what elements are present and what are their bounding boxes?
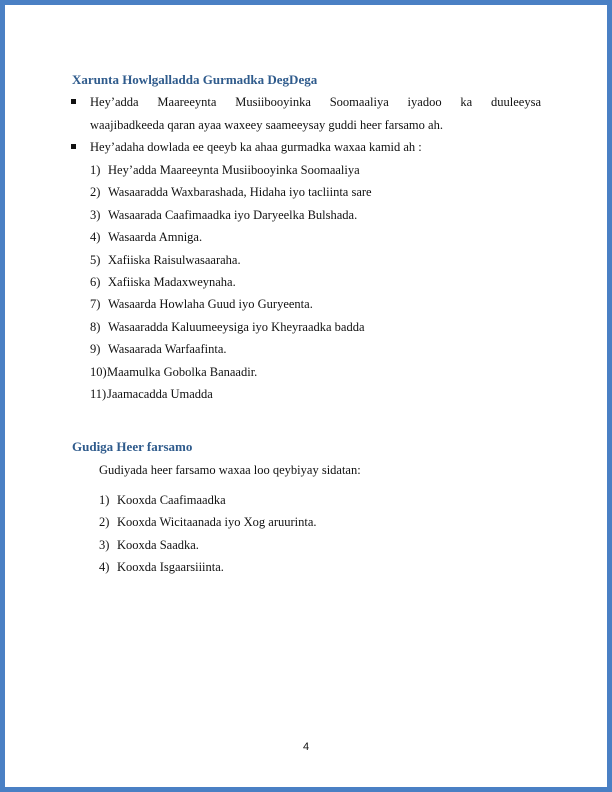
list-text: Wasaaradda Kaluumeeysiga iyo Kheyraadka badda <box>108 320 365 334</box>
list-number: 10) <box>90 365 107 379</box>
list-number: 8) <box>90 320 101 334</box>
list-number: 4) <box>90 230 101 244</box>
bullet-square-icon <box>71 99 76 104</box>
list-text: Jaamacadda Umadda <box>107 387 213 401</box>
list-number: 2) <box>99 515 110 529</box>
bullet-paragraph-1-line-2: waajibadkeeda qaran ayaa waxeey saameeysay guddi heer farsamo ah. <box>90 118 443 132</box>
page-number: 4 <box>302 741 310 753</box>
list-number: 1) <box>90 163 101 177</box>
list-number: 5) <box>90 253 101 267</box>
list-number: 3) <box>90 208 101 222</box>
list-text: Kooxda Caafimaadka <box>117 493 226 507</box>
list-text: Xafiiska Madaxweynaha. <box>108 275 236 289</box>
section-heading-gudiga: Gudiga Heer farsamo <box>72 439 193 454</box>
list-text: Kooxda Wicitaanada iyo Xog aruurinta. <box>117 515 317 529</box>
list-number: 4) <box>99 560 110 574</box>
bullet-paragraph-2: Hey’adaha dowlada ee qeeyb ka ahaa gurmadka waxaa kamid ah : <box>90 140 422 154</box>
list-text: Wasaarda Amniga. <box>108 230 203 244</box>
list-number: 7) <box>90 297 101 311</box>
list-text: Kooxda Isgaarsiiinta. <box>117 560 224 574</box>
bullet-paragraph-1-line-1: Hey’adda Maareeynta Musiibooyinka Soomaaliya iyadoo ka duuleeysa <box>90 95 541 109</box>
section-heading-xarunta: Xarunta Howlgalladda Gurmadka DegDega <box>72 72 318 87</box>
list-text: Wasaarada Caafimaadka iyo Daryeelka Bulshada. <box>108 208 358 222</box>
section-intro: Gudiyada heer farsamo waxaa loo qeybiyay sidatan: <box>99 463 361 477</box>
list-text: Kooxda Saadka. <box>117 538 199 552</box>
list-number: 3) <box>99 538 110 552</box>
list-text: Xafiiska Raisulwasaaraha. <box>108 253 241 267</box>
list-number: 11) <box>90 387 107 401</box>
list-text: Hey’adda Maareeynta Musiibooyinka Soomaaliya <box>108 163 360 177</box>
list-number: 9) <box>90 342 101 356</box>
list-number: 2) <box>90 185 101 199</box>
list-number: 6) <box>90 275 101 289</box>
bullet-square-icon <box>71 144 76 149</box>
list-text: Wasaaradda Waxbarashada, Hidaha iyo tacliinta sare <box>108 185 372 199</box>
list-text: Wasaarada Warfaafinta. <box>108 342 227 356</box>
list-text: Maamulka Gobolka Banaadir. <box>107 365 258 379</box>
list-number: 1) <box>99 493 110 507</box>
list-text: Wasaarda Howlaha Guud iyo Guryeenta. <box>108 297 313 311</box>
